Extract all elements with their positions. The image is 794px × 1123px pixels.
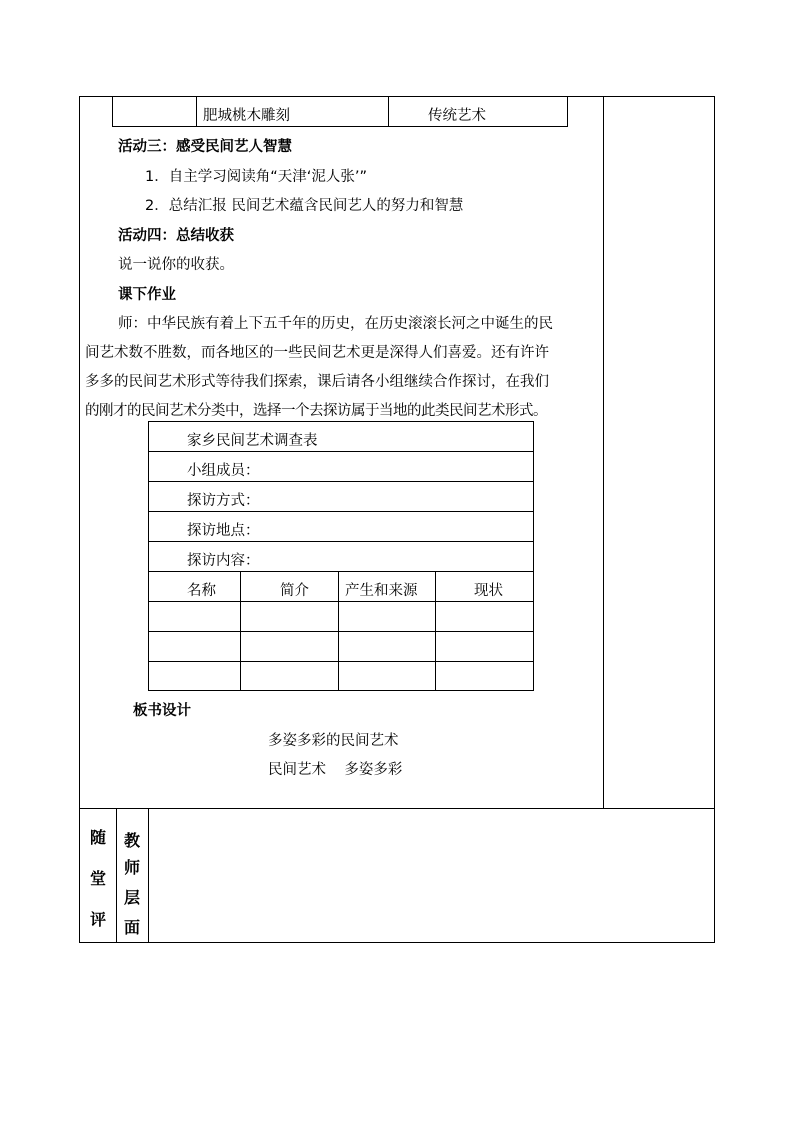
outer-border-bottom [79, 942, 715, 943]
survey-method-label: 探访方式： [187, 493, 260, 509]
evaluation-content-cell[interactable] [149, 809, 714, 942]
eval-label-char-2: 堂 [89, 869, 106, 888]
board-line-1: 多姿多彩的民间艺术 [268, 733, 399, 749]
survey-title: 家乡民间艺术调查表 [187, 433, 318, 449]
activity3-item-1: 1．自主学习阅读角“天津‘泥人张’” [145, 169, 367, 185]
top-table-name-cell: 肥城桃木雕刻 [203, 108, 290, 124]
top-table-category-cell: 传统艺术 [428, 108, 486, 124]
survey-col-status: 现状 [474, 583, 503, 599]
activity3-title: 活动三：感受民间艺人智慧 [118, 139, 292, 155]
survey-place-label: 探访地点： [187, 523, 260, 539]
survey-members-label: 小组成员： [187, 463, 260, 479]
eval-col-divider-1 [116, 808, 117, 943]
eval-sublabel-char-1: 教 [123, 831, 140, 850]
outer-border-right [714, 96, 715, 943]
activity3-item-2: 2．总结汇报 民间艺术蕴含民间艺人的努力和智慧 [145, 198, 464, 214]
board-title: 板书设计 [133, 703, 191, 719]
eval-label-char-1: 随 [89, 828, 106, 847]
survey-content-label: 探访内容： [187, 553, 260, 569]
outer-border-left [79, 96, 80, 943]
main-column-divider [603, 96, 604, 809]
eval-sublabel-char-3: 层 [123, 888, 140, 907]
homework-line-1: 师：中华民族有着上下五千年的历史，在历史滚滚长河之中诞生的民 [118, 316, 553, 332]
eval-sublabel-char-4: 面 [123, 918, 140, 937]
homework-line-3: 多多的民间艺术形式等待我们探索，课后请各小组继续合作探讨，在我们 [85, 374, 549, 390]
outer-border-top [79, 96, 715, 97]
survey-col-intro: 简介 [280, 583, 309, 599]
activity4-title: 活动四：总结收获 [118, 228, 234, 244]
activity4-text: 说一说你的收获。 [118, 257, 234, 273]
eval-label-char-3: 评 [89, 910, 106, 929]
board-line-2: 民间艺术 多姿多彩 [268, 762, 403, 778]
homework-title: 课下作业 [118, 287, 176, 303]
homework-line-4: 的刚才的民间艺术分类中，选择一个去探访属于当地的此类民间艺术形式。 [85, 403, 547, 419]
eval-sublabel-char-2: 师 [123, 858, 140, 877]
survey-col-origin: 产生和来源 [345, 583, 418, 599]
survey-col-name: 名称 [187, 583, 216, 599]
homework-line-2: 间艺术数不胜数，而各地区的一些民间艺术更是深得人们喜爱。还有许许 [85, 345, 549, 361]
